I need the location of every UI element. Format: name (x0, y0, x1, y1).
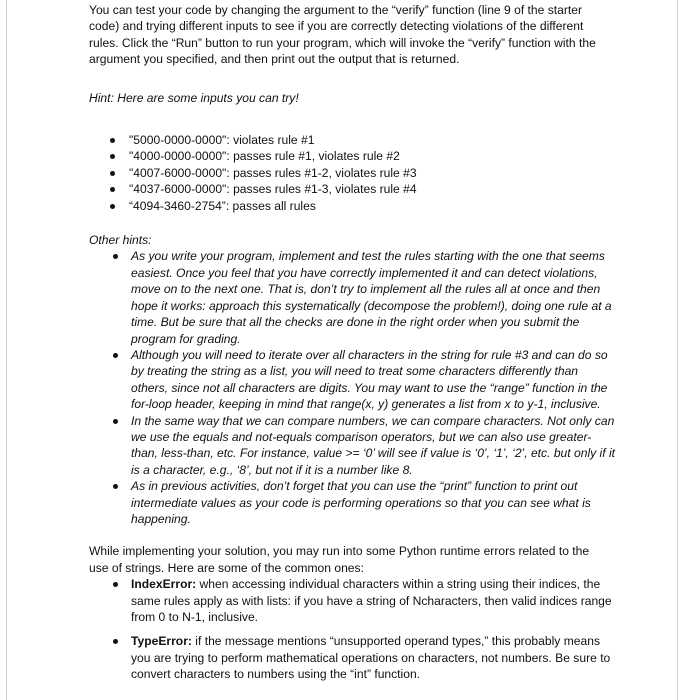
list-item: "4000-0000-0000": passes rule #1, violates rule #2 (129, 148, 677, 164)
intro-paragraph: You can test your code by changing the argument to the “verify” function (line 9 of the starter code) and trying different inputs to see if you are correctly detecting violations of the different rules. Click the “Run” button to run your program, which will invoke the “verify” function with the argument you specified, and then print out the output that is returned. (89, 3, 596, 67)
example-inputs-list (129, 132, 677, 214)
list-item: As in previous activities, don’t forget that you can use the “print” function to print out intermediate values as your code is performing operations so that you can see what is happening. (131, 478, 616, 527)
list-item: Although you will need to iterate over all characters in the string for rule #3 and can do so by treating the string as a list, you will need to treat some characters differently than others, since not all characters are digits. You may want to use the “range” function in the for-loop header, keeping in mind that range(x, y) generates a list from x to y-1, inclusive. (131, 347, 616, 413)
runtime-errors-list (131, 576, 616, 682)
other-hints-label: Other hints: (89, 233, 152, 248)
error-name: IndexError: (131, 577, 197, 592)
other-hints-list (131, 248, 616, 527)
document-page (6, 0, 678, 700)
list-item: "4037-6000-0000": passes rules #1-3, violates rule #4 (129, 181, 677, 197)
list-item: "4007-6000-0000": passes rules #1-2, violates rule #3 (129, 165, 677, 181)
error-description: if the message mentions “unsupported operand types,” this probably means you are trying to perform mathematical operations on characters, not numbers. Be sure to convert characters to numbers using the “int” function. (131, 634, 611, 682)
runtime-errors-intro: While implementing your solution, you may run into some Python runtime errors related to the use of strings. Here are some of the common ones: (89, 544, 590, 575)
list-item: "5000-0000-0000": violates rule #1 (129, 132, 677, 148)
list-item (131, 576, 616, 625)
error-name: TypeError: (131, 634, 192, 649)
list-item: As you write your program, implement and test the rules starting with the one that seems easiest. Once you feel that you have correctly implemented it and can detect violations, move on to the next one. That is, don’t try to implement all the rules all at once and then hope it works: approach this systematically (decompose the problem!), doing one rule at a time. But be sure that all the checks are done in the right order when you submit the program for grading. (131, 248, 616, 346)
list-item: In the same way that we can compare numbers, we can compare characters. Not only can we use the equals and not-equals comparison operators, but we can also use greater-than, less-than, etc. For instance, value >= ‘0’ will see if value is ‘0’, ‘1’, ‘2’, etc. but only if it is a character, e.g., ‘8’, but not if it is a number like 8. (131, 413, 615, 477)
error-description: when accessing individual characters within a string using their indices, the same rules apply as with lists: if you have a string of Ncharacters, then valid indices range from 0 to N-1, inclusive. (131, 577, 612, 624)
list-item: “4094-3460-2754”: passes all rules (129, 198, 677, 214)
hint-line: Hint: Here are some inputs you can try! (89, 90, 299, 105)
list-item (131, 633, 616, 682)
